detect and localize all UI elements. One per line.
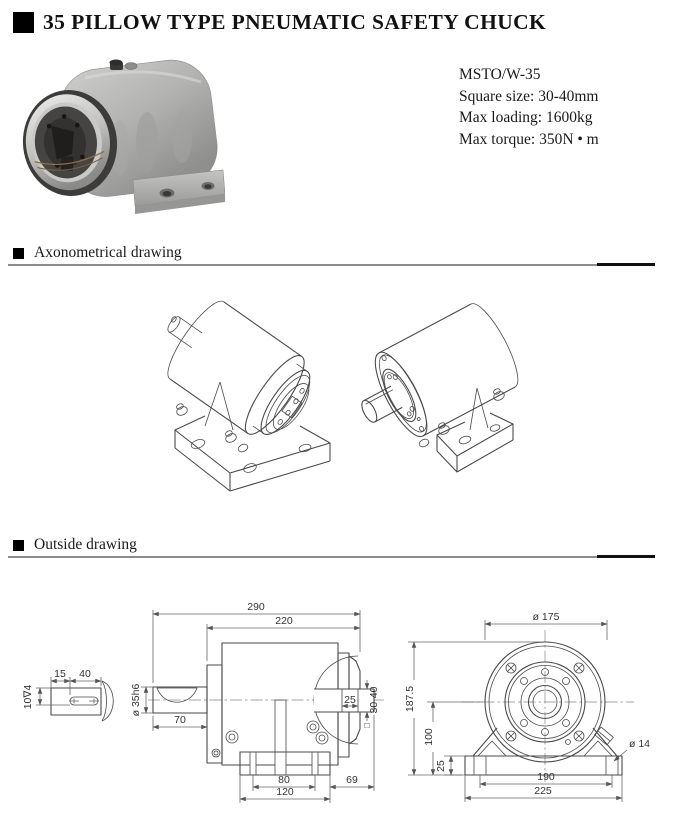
spec-list (459, 64, 599, 150)
dim-offset: 69 (346, 774, 358, 786)
dim-foot-hole: ø 14 (629, 738, 651, 750)
dim-total-height: 187.5 (404, 685, 416, 713)
page-title: 35 PILLOW TYPE PNEUMATIC SAFETY CHUCK (43, 10, 547, 34)
dim-side-overall: 290 (247, 601, 265, 613)
section-outside-header (13, 536, 137, 554)
dim-shaft-len: 70 (174, 714, 186, 726)
rule-gray-segment (8, 264, 597, 266)
square-symbol: □ (364, 720, 370, 730)
spec-max-torque: Max torque: 350N • m (459, 130, 599, 148)
dim-center-height: 100 (423, 728, 435, 746)
flange-holes (521, 669, 571, 745)
spec-model: MSTO/W-35 (459, 66, 541, 83)
section-axonometrical-header (13, 244, 182, 262)
axo-left-machine (143, 283, 330, 491)
dim-hole-span: 190 (537, 771, 555, 783)
dim-shaft-dia: ø 35h6 (130, 683, 142, 717)
dim-base-width: 225 (534, 785, 552, 797)
section-outside-label: Outside drawing (34, 536, 137, 553)
dim-detail-15: 15 (54, 668, 66, 680)
dim-base-inner: 80 (278, 774, 290, 786)
dim-detail-40: 40 (79, 668, 91, 680)
section-axonometrical-label: Axonometrical drawing (34, 244, 182, 261)
page-header (13, 10, 546, 35)
rule-black-segment (597, 555, 655, 558)
front-view (404, 611, 650, 802)
section-rule (8, 555, 655, 558)
side-section-view (130, 601, 384, 803)
dim-bore-len: 25 (344, 694, 356, 706)
dim-square-range: 30-40 (368, 686, 380, 714)
dim-base-thickness: 25 (435, 760, 447, 772)
dim-base-outer: 120 (276, 786, 294, 798)
product-photo (15, 58, 225, 218)
spec-square-size: Square size: 30-40mm (459, 87, 599, 105)
spec-max-loading: Max loading: 1600kg (459, 109, 593, 126)
outside-drawing (0, 570, 686, 816)
rule-black-segment (597, 263, 655, 266)
section-square-bullet-icon (13, 248, 24, 259)
dim-side-body: 220 (275, 615, 293, 627)
keyway-detail-view (22, 668, 113, 721)
section-rule (8, 263, 655, 266)
axonometrical-drawing (0, 280, 686, 515)
title-square-bullet-icon (13, 12, 34, 33)
rule-gray-segment (8, 556, 597, 558)
section-square-bullet-icon (13, 540, 24, 551)
dim-flange-dia: ø 175 (532, 611, 560, 623)
dim-detail-slot: 10∇4 (22, 684, 34, 710)
axo-right-machine (342, 298, 526, 472)
